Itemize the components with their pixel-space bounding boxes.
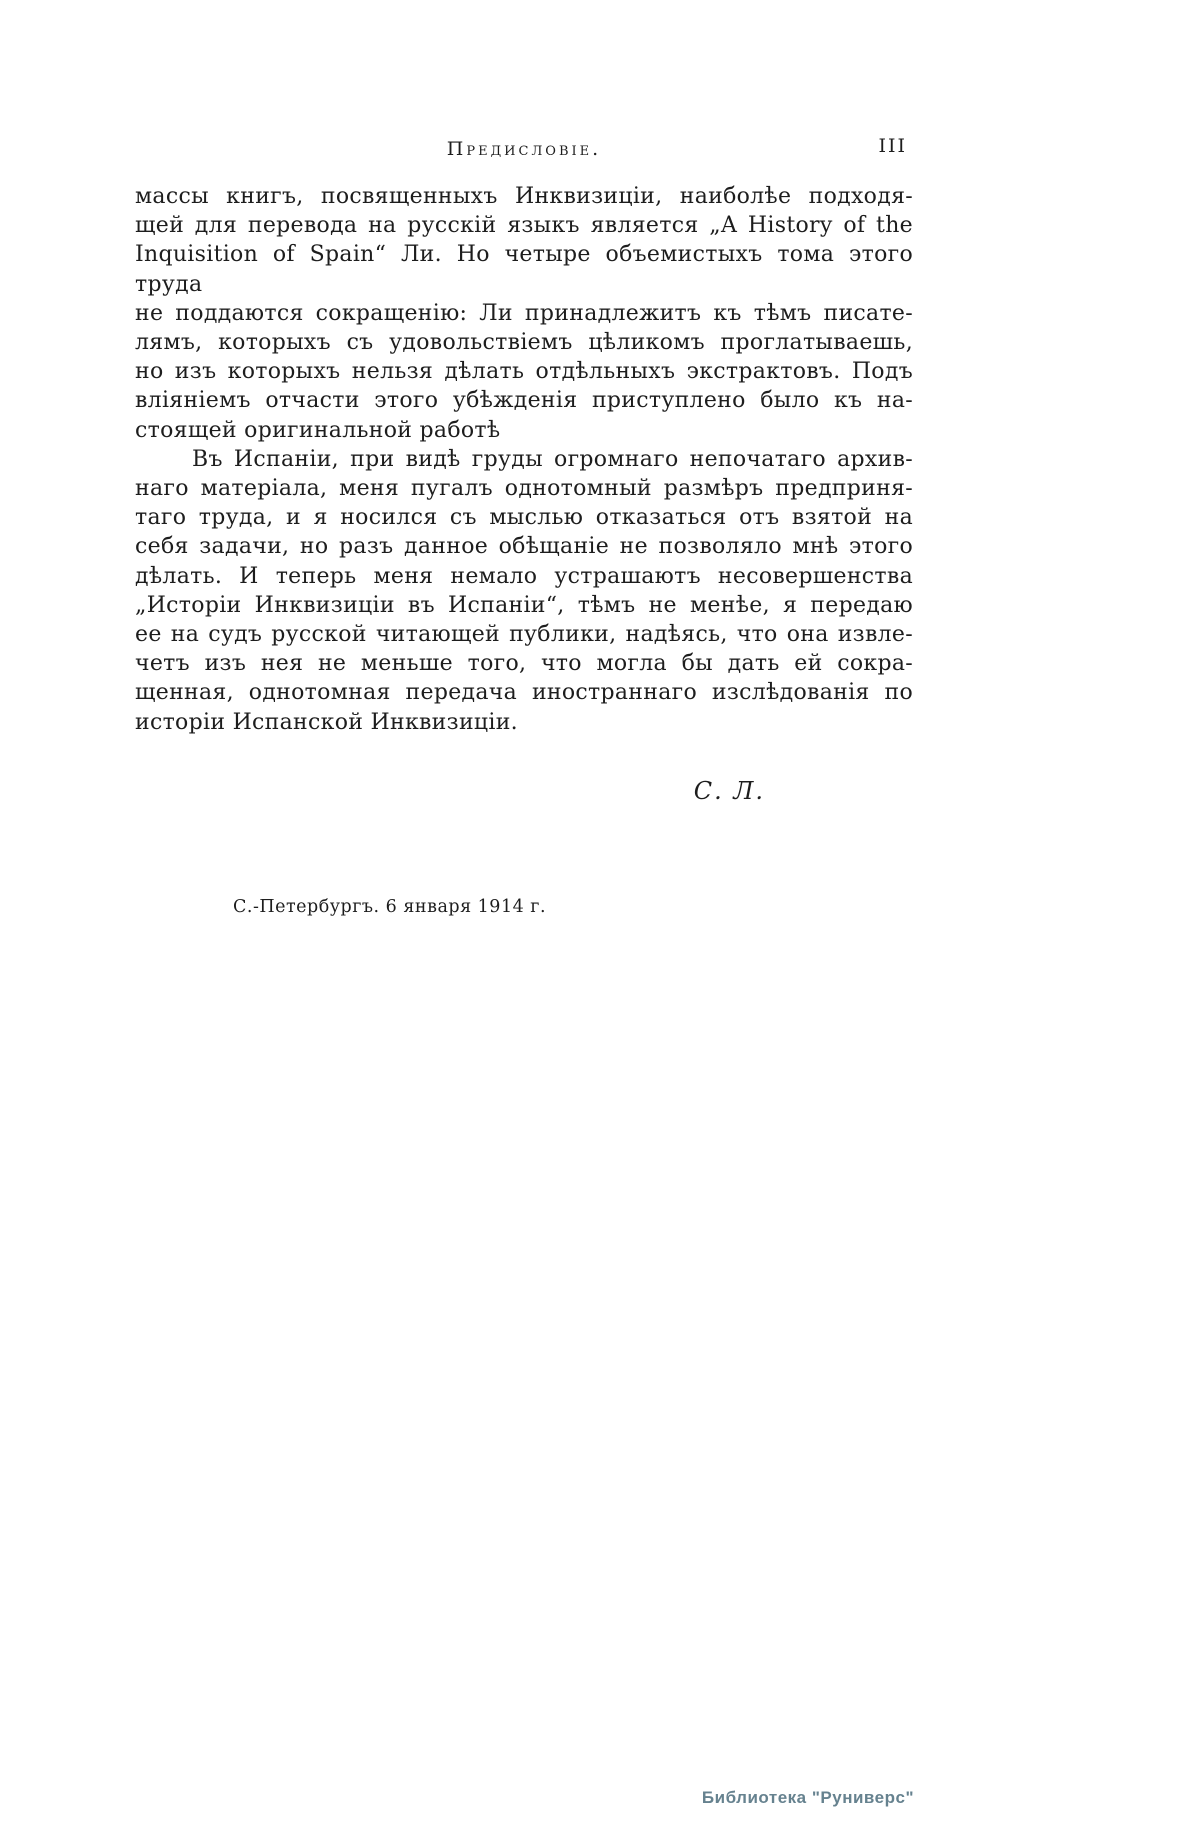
text-line: „Исторіи Инквизиціи въ Испаніи“, тѣмъ не менѣе, я передаю [135,592,913,618]
text-line: ее на судъ русской читающей публики, надѣясь, что она извле- [135,622,913,648]
library-watermark: Библиотека "Руниверс" [701,1788,914,1807]
text-line: Inquisition of Spain“ Ли. Но четыре объемистыхъ тома этого труда [135,242,913,297]
text-line: не поддаются сокращенію: Ли принадлежитъ къ тѣмъ писате- [135,300,913,326]
text-line: наго матеріала, меня пугалъ однотомный размѣръ предприня- [135,476,913,502]
page-number: III [878,135,907,157]
text-line: стоящей оригинальной работѣ [135,417,501,443]
text-line: четъ изъ нея не меньше того, что могла бы дать ей сокра- [135,651,913,677]
text-line: дѣлать. И теперь меня немало устрашаютъ несовершенства [135,563,913,589]
text-line: исторіи Испанской Инквизиціи. [135,709,518,735]
text-block [135,135,913,917]
text-line: но изъ которыхъ нельзя дѣлать отдѣльныхъ экстрактовъ. Подъ [135,359,913,385]
text-line: щенная, однотомная передача иностраннаго изслѣдованія по [135,680,913,706]
page-title: Предисловіе. [446,138,602,160]
dateline: С.-Петербургъ. 6 января 1914 г. [233,896,547,917]
paragraph-1 [135,182,913,445]
author-signature: С. Л. [693,776,765,805]
text-line: таго труда, и я носился съ мыслью отказаться отъ взятой на [135,505,913,531]
text-line: себя задачи, но разъ данное обѣщаніе не позволяло мнѣ этого [135,534,913,560]
page-header [135,135,913,164]
text-line: лямъ, которыхъ съ удовольствіемъ цѣликомъ проглатываешь, [135,330,913,356]
text-line: вліяніемъ отчасти этого убѣжденія приступлено было къ на- [135,388,913,414]
text-line: щей для перевода на русскій языкъ является „A History of the [135,213,913,239]
paragraph-2 [135,445,913,737]
text-line: Въ Испаніи, при видѣ груды огромнаго непочатаго архив- [192,446,913,472]
text-line: массы книгъ, посвященныхъ Инквизиціи, наиболѣе подходя- [135,184,913,209]
